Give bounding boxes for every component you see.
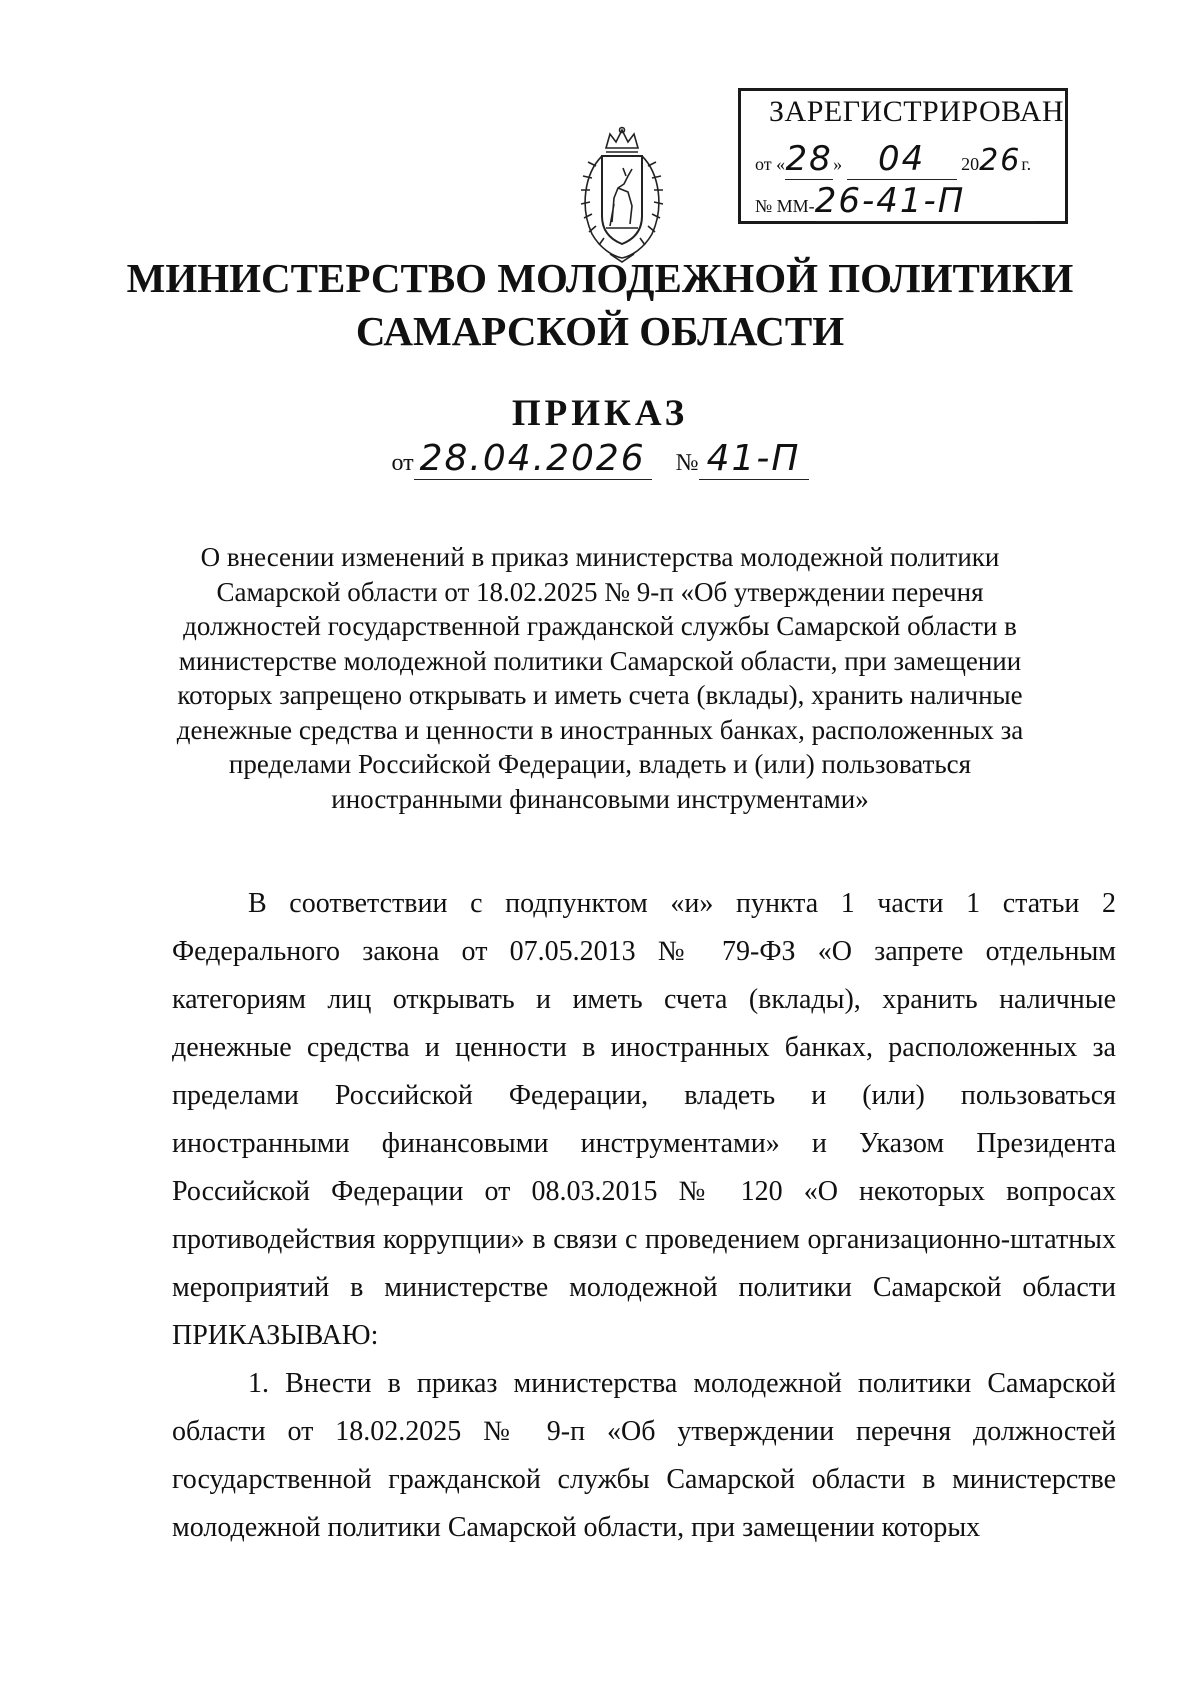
stamp-year-label: г.: [1021, 154, 1032, 174]
stamp-month: 04: [847, 139, 957, 180]
order-date-number-line: [0, 438, 1200, 480]
stamp-quote-close: »: [833, 154, 843, 174]
body-paragraph-1: В соответствии с подпунктом «и» пункта 1 части 1 статьи 2 Федерального закона от 07.05.2013 № 79-ФЗ «О запрете отдельным категориям лиц открывать и иметь счета (вклады), хранить наличные денежные средства и ценности в иностранных банках, расположенных за пределами Российской Федерации, владеть и (или) пользоваться иностранными финансовыми инструментами» и Указом Президента Российской Федерации от 08.03.2015 № 120 «О некоторых вопросах противодействия коррупции» в связи с проведением организационно-штатных мероприятий в министерстве молодежной политики Самарской области ПРИКАЗЫВАЮ:: [172, 888, 1116, 1351]
order-date-label: от: [391, 450, 414, 476]
stamp-year-suffix: 26: [979, 143, 1022, 178]
order-date-value: 28.04.2026: [414, 438, 652, 480]
order-body: [172, 880, 1116, 1552]
document-type: ПРИКАЗ: [511, 393, 689, 434]
stamp-from-label: от «: [755, 154, 786, 174]
order-number-value: 41-П: [699, 438, 809, 480]
stamp-year-prefix: 20: [961, 154, 980, 174]
body-paragraph-2: 1. Внести в приказ министерства молодежной политики Самарской области от 18.02.2025 № 9-п «Об утверждении перечня должностей государственной гражданской службы Самарской области в министерстве молодежной политики Самарской области, при замещении которых: [172, 1368, 1116, 1543]
order-number-label: №: [675, 450, 699, 476]
stamp-number-value: 26-41-П: [815, 181, 1035, 222]
ministry-name-line2: САМАРСКОЙ ОБЛАСТИ: [355, 308, 845, 354]
stamp-title: ЗАРЕГИСТРИРОВАН: [769, 95, 1065, 128]
order-subject: О внесении изменений в приказ министерства молодежной политики Самарской области от 18.02.2025 № 9-п «Об утверждении перечня должностей государственной гражданской службы Самарской области в министерстве молодежной политики Самарской области, при замещении которых запрещено открывать и иметь счета (вклады), хранить наличные денежные средства и ценности в иностранных банках, расположенных за пределами Российской Федерации, владеть и (или) пользоваться иностранными финансовыми инструментами»: [176, 542, 1024, 814]
stamp-date-line: [755, 139, 1031, 180]
stamp-number-line: [755, 181, 1035, 222]
registration-stamp: [738, 88, 1068, 224]
stamp-day: 28: [785, 139, 833, 179]
ministry-name-line1: МИНИСТЕРСТВО МОЛОДЕЖНОЙ ПОЛИТИКИ: [126, 255, 1074, 301]
stamp-number-label: № ММ-: [755, 196, 815, 216]
samara-coat-of-arms-icon: [566, 126, 678, 264]
